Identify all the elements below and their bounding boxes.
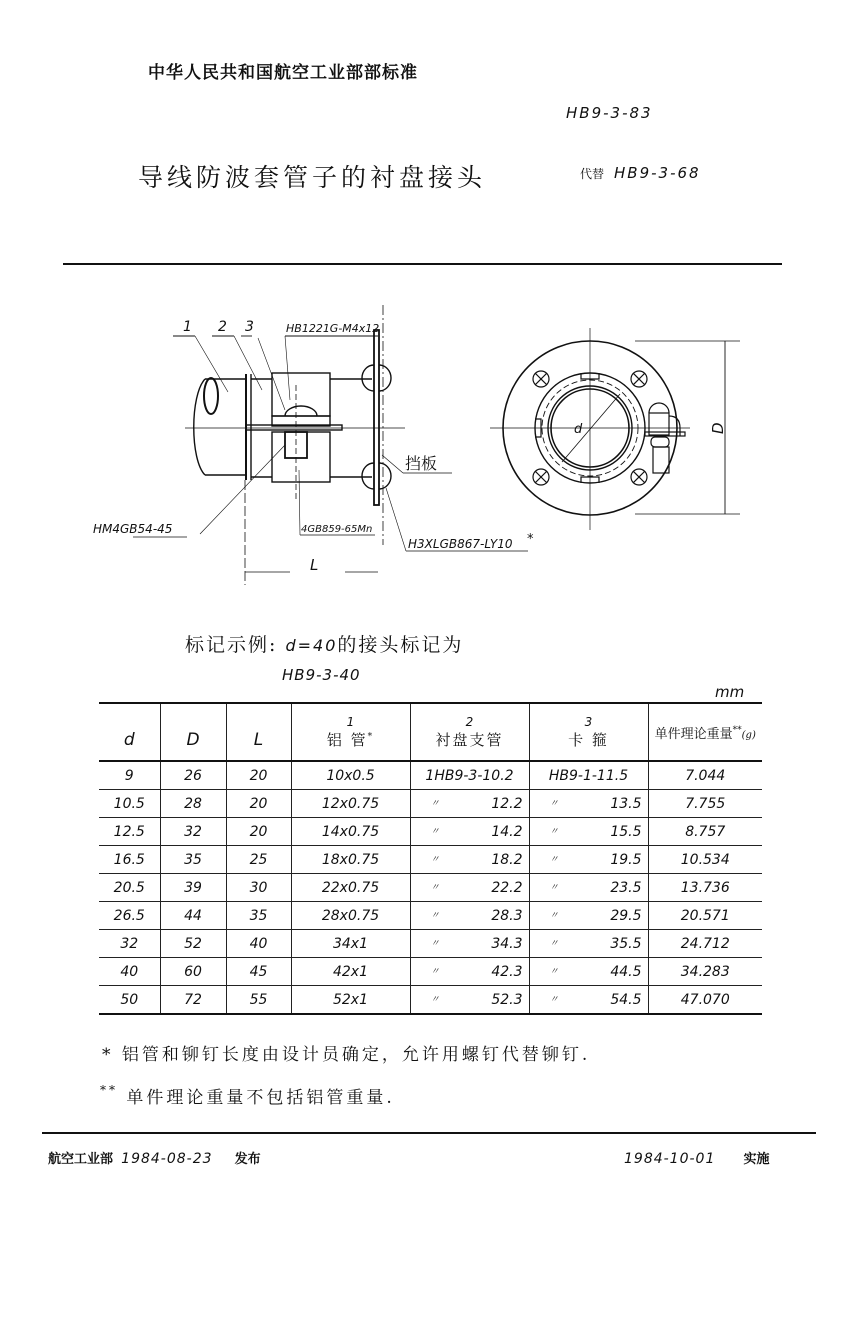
cell-d: 50 — [99, 986, 160, 1015]
cell-liner: 〃 14.2 — [410, 818, 529, 846]
cell-tube: 42x1 — [291, 958, 410, 986]
cell-weight: 7.755 — [648, 790, 762, 818]
cell-liner: 1HB9-3-10.2 — [410, 761, 529, 790]
cell-liner: 〃 52.3 — [410, 986, 529, 1015]
cell-tube: 18x0.75 — [291, 846, 410, 874]
example-text: 的接头标记为 — [337, 634, 464, 656]
cell-tube: 28x0.75 — [291, 902, 410, 930]
cell-D: 52 — [160, 930, 226, 958]
cell-liner: 〃 42.3 — [410, 958, 529, 986]
replaces-standard — [580, 164, 701, 182]
cell-D: 35 — [160, 846, 226, 874]
effective-date: 1984-10-01 — [624, 1151, 716, 1167]
table-header-row — [99, 703, 762, 761]
cell-L: 35 — [226, 902, 291, 930]
cell-tube: 52x1 — [291, 986, 410, 1015]
cell-d: 16.5 — [99, 846, 160, 874]
replaces-label: 代替 — [580, 167, 605, 181]
cell-liner: 〃 12.2 — [410, 790, 529, 818]
cell-D: 28 — [160, 790, 226, 818]
footnote-1: * 铝管和铆钉长度由设计员确定，允许用螺钉代替铆钉. — [102, 1045, 591, 1065]
cell-weight: 13.736 — [648, 874, 762, 902]
svg-text:挡板: 挡板 — [405, 454, 438, 473]
header-divider — [63, 263, 782, 265]
table-row — [99, 958, 762, 986]
svg-text:H3XLGB867-LY10: H3XLGB867-LY10 — [408, 537, 513, 551]
front-view — [490, 328, 740, 530]
cell-D: 32 — [160, 818, 226, 846]
cell-clamp: 〃 29.5 — [529, 902, 648, 930]
svg-text:3: 3 — [245, 319, 254, 335]
header-clamp: 3 卡 箍 — [529, 703, 648, 761]
footer-issue — [48, 1148, 261, 1167]
cell-d: 26.5 — [99, 902, 160, 930]
side-view — [93, 305, 534, 585]
svg-text:1: 1 — [183, 319, 192, 335]
cell-weight: 10.534 — [648, 846, 762, 874]
svg-text:2: 2 — [218, 319, 227, 335]
header-d: d — [99, 703, 160, 761]
technical-drawing — [60, 290, 800, 610]
cell-clamp: 〃 23.5 — [529, 874, 648, 902]
header-liner: 2 衬盘支管 — [410, 703, 529, 761]
cell-clamp: 〃 13.5 — [529, 790, 648, 818]
footer-divider — [42, 1132, 816, 1134]
cell-weight: 7.044 — [648, 761, 762, 790]
svg-text:*: * — [527, 532, 534, 547]
header-weight: 单件理论重量**(g) — [648, 703, 762, 761]
svg-text:d: d — [574, 422, 583, 437]
footnote-2: ** 单件理论重量不包括铝管重量. — [100, 1083, 395, 1108]
spec-table — [99, 702, 762, 1015]
effective-label: 实施 — [743, 1152, 770, 1167]
cell-d: 40 — [99, 958, 160, 986]
cell-D: 39 — [160, 874, 226, 902]
cell-clamp: 〃 44.5 — [529, 958, 648, 986]
cell-d: 10.5 — [99, 790, 160, 818]
cell-L: 45 — [226, 958, 291, 986]
cell-tube: 34x1 — [291, 930, 410, 958]
table-row — [99, 986, 762, 1015]
example-condition: d=40 — [285, 636, 338, 655]
cell-d: 9 — [99, 761, 160, 790]
footer-effective — [620, 1148, 770, 1167]
svg-text:HM4GB54-45: HM4GB54-45 — [93, 522, 173, 536]
header-L: L — [226, 703, 291, 761]
ministry-heading: 中华人民共和国航空工业部部标准 — [148, 63, 418, 83]
cell-tube: 22x0.75 — [291, 874, 410, 902]
table-row — [99, 761, 762, 790]
cell-L: 20 — [226, 761, 291, 790]
svg-text:D: D — [709, 422, 727, 434]
cell-tube: 10x0.5 — [291, 761, 410, 790]
table-row — [99, 874, 762, 902]
cell-tube: 12x0.75 — [291, 790, 410, 818]
marking-example — [185, 630, 463, 657]
document-title: 导线防波套管子的衬盘接头 — [138, 163, 487, 192]
cell-D: 60 — [160, 958, 226, 986]
issue-label: 发布 — [234, 1152, 261, 1167]
issuer: 航空工业部 — [48, 1152, 114, 1167]
replaces-number: HB9-3-68 — [614, 164, 701, 182]
cell-d: 20.5 — [99, 874, 160, 902]
svg-text:L: L — [310, 556, 319, 574]
cell-D: 26 — [160, 761, 226, 790]
standard-number: HB9-3-83 — [566, 104, 653, 122]
cell-d: 12.5 — [99, 818, 160, 846]
table-row — [99, 818, 762, 846]
table-row — [99, 930, 762, 958]
cell-L: 25 — [226, 846, 291, 874]
cell-liner: 〃 34.3 — [410, 930, 529, 958]
cell-weight: 47.070 — [648, 986, 762, 1015]
cell-weight: 24.712 — [648, 930, 762, 958]
issue-date: 1984-08-23 — [121, 1151, 213, 1167]
cell-L: 20 — [226, 790, 291, 818]
cell-clamp: HB9-1-11.5 — [529, 761, 648, 790]
svg-text:HB1221G-M4x12: HB1221G-M4x12 — [286, 322, 380, 335]
cell-weight: 34.283 — [648, 958, 762, 986]
cell-D: 72 — [160, 986, 226, 1015]
cell-weight: 8.757 — [648, 818, 762, 846]
table-row — [99, 902, 762, 930]
cell-clamp: 〃 54.5 — [529, 986, 648, 1015]
cell-weight: 20.571 — [648, 902, 762, 930]
cell-liner: 〃 28.3 — [410, 902, 529, 930]
table-row — [99, 790, 762, 818]
cell-clamp: 〃 35.5 — [529, 930, 648, 958]
cell-clamp: 〃 19.5 — [529, 846, 648, 874]
table-row — [99, 846, 762, 874]
cell-L: 30 — [226, 874, 291, 902]
header-tube: 1 铝 管* — [291, 703, 410, 761]
cell-d: 32 — [99, 930, 160, 958]
cell-liner: 〃 18.2 — [410, 846, 529, 874]
cell-liner: 〃 22.2 — [410, 874, 529, 902]
cell-L: 55 — [226, 986, 291, 1015]
example-code: HB9-3-40 — [282, 666, 361, 684]
svg-text:4GB859-65Mn: 4GB859-65Mn — [301, 524, 373, 535]
table-unit: mm — [715, 683, 745, 701]
cell-clamp: 〃 15.5 — [529, 818, 648, 846]
example-label: 标记示例: — [185, 634, 278, 656]
cell-L: 40 — [226, 930, 291, 958]
header-D: D — [160, 703, 226, 761]
cell-D: 44 — [160, 902, 226, 930]
cell-tube: 14x0.75 — [291, 818, 410, 846]
cell-L: 20 — [226, 818, 291, 846]
